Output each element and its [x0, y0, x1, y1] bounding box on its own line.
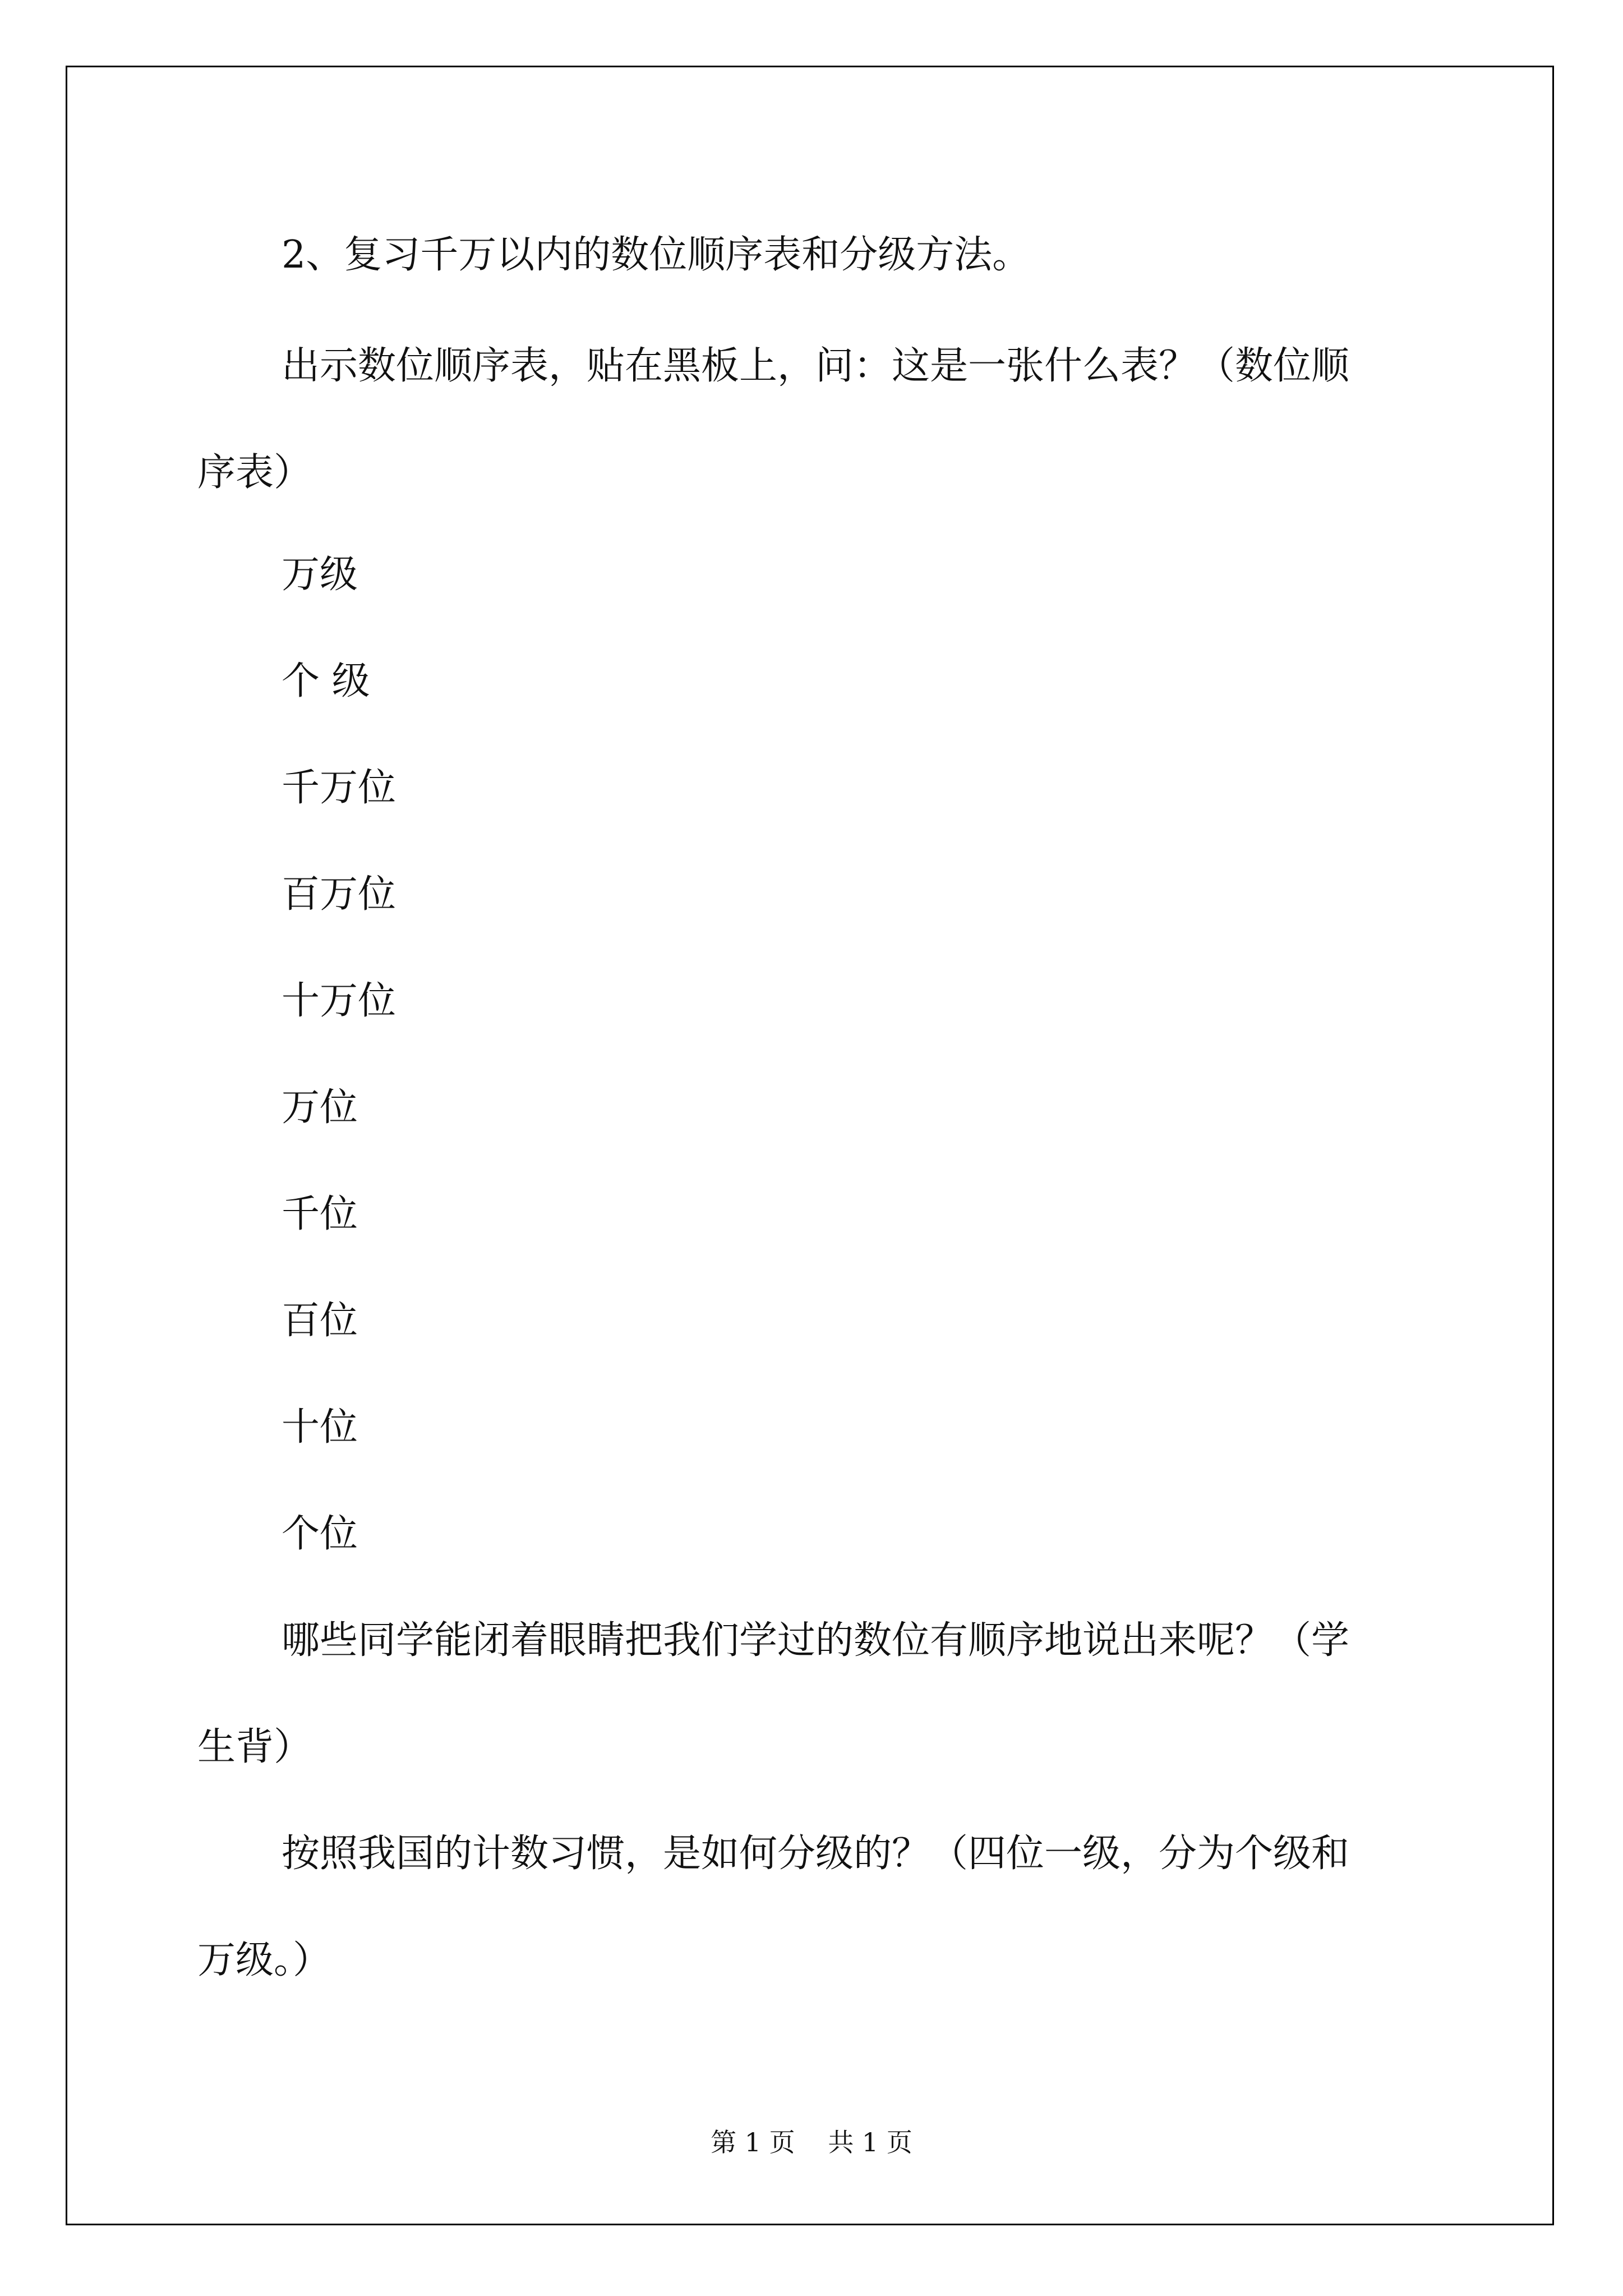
page-footer [0, 2122, 1623, 2159]
paragraph-review-heading: 2、复习千万以内的数位顺序表和分级方法。 [282, 233, 1031, 277]
paragraph-grouping-cont: 万级。） [197, 1938, 331, 1982]
paragraph-show-table-cont: 序表） [197, 450, 312, 495]
list-item: 百万位 [282, 872, 396, 917]
list-item: 个位 [282, 1512, 358, 1556]
page-number: 第 1 页 [711, 2127, 795, 2157]
paragraph-recite: 哪些同学能闭着眼睛把我们学过的数位有顺序地说出来呢？（学 [282, 1618, 1350, 1663]
list-item: 十位 [282, 1405, 358, 1450]
page-total: 共 1 页 [828, 2127, 912, 2157]
list-item: 百位 [282, 1299, 358, 1343]
paragraph-show-table: 出示数位顺序表，贴在黑板上，问：这是一张什么表？（数位顺 [282, 344, 1350, 388]
list-item: 十万位 [282, 979, 396, 1023]
list-item: 千位 [282, 1192, 358, 1236]
list-item: 万级 [282, 553, 358, 597]
list-item: 个 级 [282, 659, 370, 703]
paragraph-recite-cont: 生背） [197, 1725, 312, 1769]
list-item: 万位 [282, 1085, 358, 1130]
paragraph-grouping: 按照我国的计数习惯，是如何分级的？（四位一级，分为个级和 [282, 1832, 1350, 1876]
list-item: 千万位 [282, 766, 396, 810]
